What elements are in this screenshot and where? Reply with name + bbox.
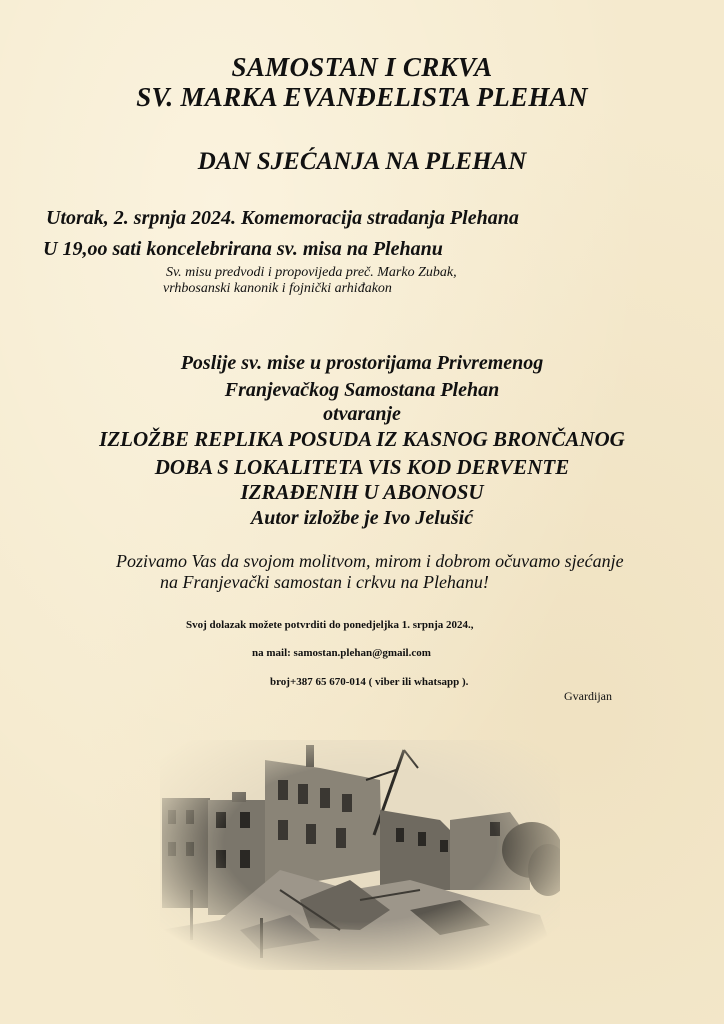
title-line-1: SAMOSTAN I CRKVA [231,52,493,82]
exhibition-title-line-1: IZLOŽBE REPLIKA POSUDA IZ KASNOG BRONČANOG [99,427,625,451]
ruined-monastery-photo [160,740,560,970]
invitation-line-1: Pozivamo Vas da svojom molitvom, mirom i dobrom očuvamo sjećanje [116,551,624,571]
signature: Gvardijan [564,689,612,703]
event-mass-line: U 19,oo sati koncelebrirana sv. misa na Plehanu [43,238,443,260]
rsvp-confirm: Svoj dolazak možete potvrditi do ponedjeljka 1. srpnja 2024., [186,619,474,631]
invitation-line-2: na Franjevački samostan i crkvu na Plehanu! [160,572,489,592]
celebrant-line-2: vrhbosanski kanonik i fojnički arhiđakon [163,281,392,296]
event-date-line: Utorak, 2. srpnja 2024. Komemoracija stradanja Plehana [46,207,519,229]
celebrant-line-1: Sv. misu predvodi i propovijeda preč. Marko Zubak, [166,265,457,280]
subtitle: DAN SJEĆANJA NA PLEHAN [197,148,527,175]
exhibition-line-3: otvaranje [323,403,401,425]
exhibition-title-line-3: IZRAĐENIH U ABONOSU [240,480,484,504]
title-line-2: SV. MARKA EVANĐELISTA PLEHAN [136,82,588,112]
exhibition-line-1: Poslije sv. mise u prostorijama Privremenog [180,352,544,374]
exhibition-title-line-2: DOBA S LOKALITETA VIS KOD DERVENTE [154,455,570,479]
exhibition-author: Autor izložbe je Ivo Jelušić [250,507,474,529]
exhibition-line-2: Franjevačkog Samostana Plehan [224,379,500,401]
rsvp-phone: broj+387 65 670-014 ( viber ili whatsapp ). [270,676,469,688]
rsvp-mail: na mail: samostan.plehan@gmail.com [252,647,431,659]
